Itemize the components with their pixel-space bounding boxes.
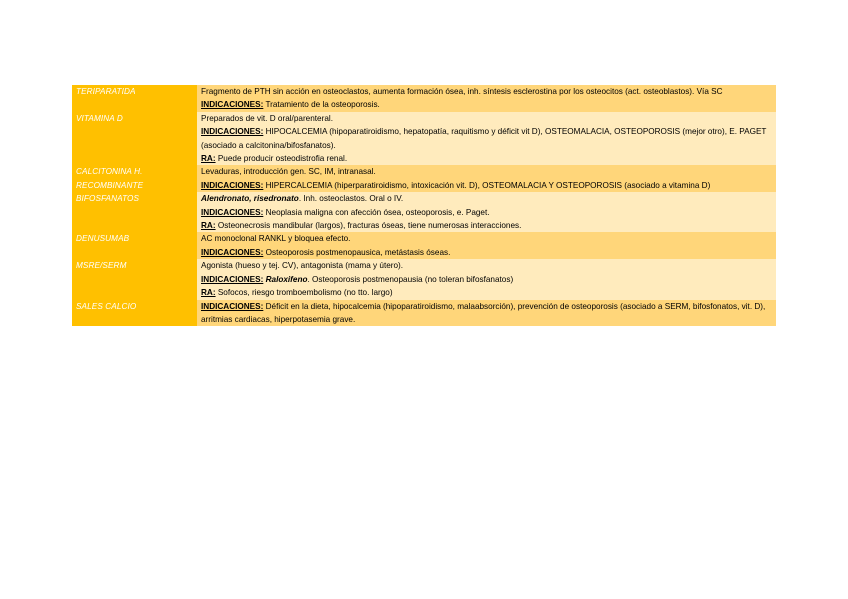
line-emphasis: Raloxifeno: [263, 274, 308, 284]
drug-name: BIFOSFANATOS: [72, 192, 197, 232]
description-line: [201, 246, 773, 259]
description-line: [201, 125, 773, 152]
drug-name: TERIPARATIDA: [72, 85, 197, 112]
line-text: Agonista (hueso y tej. CV), antagonista (mama y útero).: [201, 261, 404, 271]
drug-description: [197, 232, 776, 259]
line-text: Osteoporosis postmenopausica, metástasis óseas.: [263, 247, 451, 257]
description-line: [201, 273, 773, 286]
line-label: RA:: [201, 221, 216, 231]
description-line: [201, 179, 773, 192]
table-row: [72, 165, 776, 192]
description-line: [201, 300, 773, 327]
table-row: [72, 85, 776, 112]
drug-name: VITAMINA D: [72, 112, 197, 166]
description-line: [201, 219, 773, 232]
description-line: [201, 206, 773, 219]
table-row: [72, 232, 776, 259]
line-text: Tratamiento de la osteoporosis.: [263, 100, 380, 110]
line-label: RA:: [201, 288, 216, 298]
drug-description: [197, 300, 776, 327]
description-line: [201, 98, 773, 111]
drug-name: SALES CALCIO: [72, 300, 197, 327]
line-label: INDICACIONES:: [201, 127, 264, 137]
description-line: [201, 286, 773, 299]
drug-description: [197, 85, 776, 112]
line-text: Neoplasia maligna con afección ósea, osteoporosis, e. Paget.: [263, 207, 490, 217]
drug-description: [197, 259, 776, 299]
description-line: [201, 259, 773, 272]
drug-name: CALCITONINA H. RECOMBINANTE: [72, 165, 197, 192]
line-label: INDICACIONES:: [201, 100, 264, 110]
drug-description: [197, 165, 776, 192]
table-row: [72, 259, 776, 299]
drug-description: [197, 112, 776, 166]
description-line: [201, 232, 773, 245]
line-text: . Osteoporosis postmenopausia (no toleran bifosfanatos): [307, 274, 514, 284]
line-label: INDICACIONES:: [201, 180, 264, 190]
description-line: [201, 152, 773, 165]
description-line: [201, 112, 773, 125]
line-label: INDICACIONES:: [201, 207, 264, 217]
line-text: Sofocos, riesgo tromboembolismo (no tto. largo): [215, 288, 393, 298]
line-text: HIPOCALCEMIA (hipoparatiroidismo, hepatopatía, raquitismo y déficit vit D), OSTEOMALACIA, OSTEOPOROSIS (mejor otro), E. PAGET (asociado a calcitonina/bifosfanatos).: [201, 127, 767, 150]
line-label: INDICACIONES:: [201, 301, 264, 311]
table-row: [72, 192, 776, 232]
line-text: Osteonecrosis mandibular (largos), fracturas óseas, tiene numerosas interacciones.: [215, 221, 522, 231]
line-label: INDICACIONES:: [201, 274, 264, 284]
description-line: [201, 165, 773, 178]
line-text: Déficit en la dieta, hipocalcemia (hipoparatiroidismo, malaabsorción), prevención de osteoporosis (asociado a SERM, bifosfonatos, vit. D), arritmias cardiacas, hiperpotasemia grave.: [201, 301, 766, 324]
description-line: [201, 85, 773, 98]
drug-description: [197, 192, 776, 232]
drug-table: [72, 85, 776, 326]
description-line: [201, 192, 773, 205]
line-text: . Inh. osteoclastos. Oral o IV.: [298, 194, 404, 204]
line-text: AC monoclonal RANKL y bloquea efecto.: [201, 234, 351, 244]
drug-name: DENUSUMAB: [72, 232, 197, 259]
line-text: Fragmento de PTH sin acción en osteoclastos, aumenta formación ósea, inh. síntesis esclerostina por los osteocitos (act. osteoblastos). Vía SC: [201, 87, 723, 96]
line-text: Levaduras, introducción gen. SC, IM, intranasal.: [201, 167, 376, 177]
line-emphasis: Alendronato, risedronato: [201, 194, 299, 204]
line-text: Puede producir osteodistrofia renal.: [215, 154, 348, 164]
drug-name: MSRE/SERM: [72, 259, 197, 299]
line-label: RA:: [201, 154, 216, 164]
table-row: [72, 112, 776, 166]
line-text: Preparados de vit. D oral/parenteral.: [201, 113, 333, 123]
line-label: INDICACIONES:: [201, 247, 264, 257]
line-text: HIPERCALCEMIA (hiperparatiroidismo, intoxicación vit. D), OSTEOMALACIA Y OSTEOPOROSIS (asociado a vitamina D): [263, 180, 711, 190]
table-row: [72, 300, 776, 327]
